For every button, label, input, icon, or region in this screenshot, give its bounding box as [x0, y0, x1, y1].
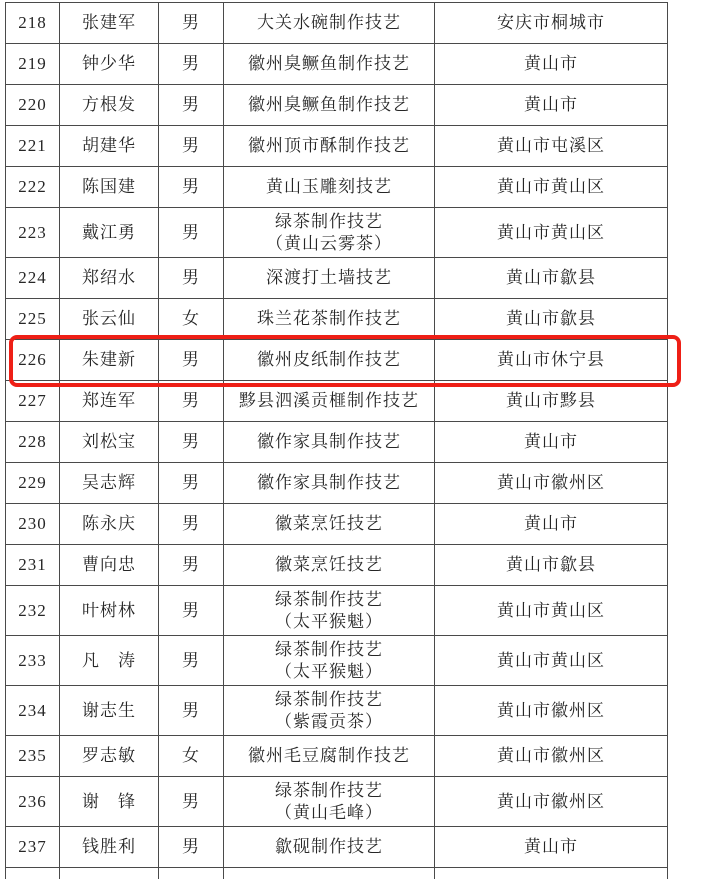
craft-line: 徽州皮纸制作技艺 — [257, 350, 401, 369]
craft-line: 绿茶制作技艺 — [275, 639, 383, 659]
row-number-cell: 220 — [6, 85, 60, 126]
name-cell: 郑绍水 — [60, 258, 159, 299]
region-cell: 黄山市 — [435, 44, 668, 85]
table-row — [6, 44, 668, 85]
table-row — [6, 340, 668, 381]
table-row — [6, 504, 668, 545]
craft-cell — [224, 686, 435, 736]
craft-line: （太平猴魁） — [275, 661, 383, 681]
name-cell: 曹向忠 — [60, 545, 159, 586]
craft-line: 珠兰花茶制作技艺 — [257, 309, 401, 328]
gender-cell: 男 — [159, 44, 224, 85]
region-cell: 安庆市桐城市 — [435, 3, 668, 44]
name-cell: 谢 锋 — [60, 777, 159, 827]
craft-line: （黄山毛峰） — [275, 802, 383, 822]
row-number-cell: 226 — [6, 340, 60, 381]
gender-cell — [159, 868, 224, 879]
craft-line: 徽菜烹饪技艺 — [275, 555, 383, 574]
row-number-cell: 218 — [6, 3, 60, 44]
craft-cell — [224, 504, 435, 545]
gender-cell: 女 — [159, 299, 224, 340]
region-cell: 黄山市 — [435, 85, 668, 126]
row-number-cell: 223 — [6, 208, 60, 258]
row-number-cell: 230 — [6, 504, 60, 545]
gender-cell: 男 — [159, 85, 224, 126]
craft-cell — [224, 868, 435, 879]
table-row — [6, 463, 668, 504]
table-row — [6, 736, 668, 777]
craft-line: 徽作家具制作技艺 — [257, 432, 401, 451]
craft-cell — [224, 636, 435, 686]
partial-row — [6, 868, 668, 879]
craft-line: 深渡打土墙技艺 — [266, 268, 392, 287]
craft-line: （紫霞贡茶） — [275, 711, 383, 731]
region-cell: 黄山市 — [435, 504, 668, 545]
craft-line: 黟县泗溪贡榧制作技艺 — [239, 391, 419, 410]
row-number-cell: 237 — [6, 827, 60, 868]
craft-cell — [224, 340, 435, 381]
craft-cell — [224, 777, 435, 827]
region-cell: 黄山市 — [435, 422, 668, 463]
gender-cell: 男 — [159, 636, 224, 686]
region-cell: 黄山市黟县 — [435, 381, 668, 422]
craft-line: 歙砚制作技艺 — [275, 837, 383, 856]
gender-cell: 男 — [159, 381, 224, 422]
craft-cell — [224, 381, 435, 422]
gender-cell: 男 — [159, 167, 224, 208]
table-row — [6, 208, 668, 258]
name-cell: 张云仙 — [60, 299, 159, 340]
gender-cell: 男 — [159, 126, 224, 167]
craft-line: 徽州毛豆腐制作技艺 — [248, 746, 410, 765]
gender-cell: 男 — [159, 208, 224, 258]
region-cell: 黄山市徽州区 — [435, 686, 668, 736]
craft-line: 绿茶制作技艺 — [275, 689, 383, 709]
name-cell: 罗志敏 — [60, 736, 159, 777]
craft-cell — [224, 208, 435, 258]
table-row — [6, 167, 668, 208]
name-cell: 凡 涛 — [60, 636, 159, 686]
table-row — [6, 586, 668, 636]
region-cell: 黄山市歙县 — [435, 299, 668, 340]
craft-cell — [224, 463, 435, 504]
row-number-cell: 221 — [6, 126, 60, 167]
craft-line: 大关水碗制作技艺 — [257, 13, 401, 32]
table-row — [6, 422, 668, 463]
craft-cell — [224, 85, 435, 126]
row-number-cell: 222 — [6, 167, 60, 208]
craft-line: 绿茶制作技艺 — [275, 211, 383, 231]
region-cell: 黄山市徽州区 — [435, 463, 668, 504]
name-cell: 陈国建 — [60, 167, 159, 208]
craft-line: 徽州臭鳜鱼制作技艺 — [248, 95, 410, 114]
craft-cell — [224, 299, 435, 340]
gender-cell: 男 — [159, 504, 224, 545]
region-cell: 黄山市黄山区 — [435, 167, 668, 208]
craft-cell — [224, 545, 435, 586]
table-row — [6, 126, 668, 167]
craft-line: （太平猴魁） — [275, 611, 383, 631]
craft-line: 徽菜烹饪技艺 — [275, 514, 383, 533]
region-cell: 黄山市黄山区 — [435, 586, 668, 636]
row-number-cell: 224 — [6, 258, 60, 299]
gender-cell: 男 — [159, 422, 224, 463]
name-cell: 胡建华 — [60, 126, 159, 167]
name-cell: 钱胜利 — [60, 827, 159, 868]
gender-cell: 男 — [159, 777, 224, 827]
row-number-cell: 231 — [6, 545, 60, 586]
craft-line: 绿茶制作技艺 — [275, 780, 383, 800]
region-cell: 黄山市歙县 — [435, 545, 668, 586]
craft-line: 绿茶制作技艺 — [275, 589, 383, 609]
table-row — [6, 827, 668, 868]
craft-cell — [224, 44, 435, 85]
craft-cell — [224, 126, 435, 167]
row-number-cell: 229 — [6, 463, 60, 504]
inheritor-table — [5, 2, 668, 879]
region-cell: 黄山市歙县 — [435, 258, 668, 299]
name-cell: 刘松宝 — [60, 422, 159, 463]
row-number-cell: 225 — [6, 299, 60, 340]
name-cell: 吴志辉 — [60, 463, 159, 504]
gender-cell: 男 — [159, 258, 224, 299]
craft-cell — [224, 827, 435, 868]
region-cell: 黄山市黄山区 — [435, 208, 668, 258]
table-row — [6, 3, 668, 44]
craft-cell — [224, 736, 435, 777]
name-cell: 郑连军 — [60, 381, 159, 422]
row-number-cell: 235 — [6, 736, 60, 777]
region-cell: 黄山市 — [435, 827, 668, 868]
name-cell: 陈永庆 — [60, 504, 159, 545]
name-cell: 叶树林 — [60, 586, 159, 636]
name-cell — [60, 868, 159, 879]
craft-cell — [224, 422, 435, 463]
table-row — [6, 381, 668, 422]
row-number-cell — [6, 868, 60, 879]
region-cell — [435, 868, 668, 879]
table-row — [6, 299, 668, 340]
region-cell: 黄山市徽州区 — [435, 736, 668, 777]
table-body — [6, 3, 668, 879]
row-number-cell: 228 — [6, 422, 60, 463]
craft-cell — [224, 167, 435, 208]
region-cell: 黄山市徽州区 — [435, 777, 668, 827]
craft-cell — [224, 586, 435, 636]
name-cell: 张建军 — [60, 3, 159, 44]
table-row — [6, 85, 668, 126]
row-number-cell: 233 — [6, 636, 60, 686]
table-row — [6, 686, 668, 736]
row-number-cell: 234 — [6, 686, 60, 736]
gender-cell: 男 — [159, 686, 224, 736]
table-row — [6, 636, 668, 686]
row-number-cell: 236 — [6, 777, 60, 827]
name-cell: 戴江勇 — [60, 208, 159, 258]
name-cell: 方根发 — [60, 85, 159, 126]
craft-line: （黄山云雾茶） — [266, 233, 392, 253]
region-cell: 黄山市黄山区 — [435, 636, 668, 686]
table-row — [6, 777, 668, 827]
table-row — [6, 258, 668, 299]
row-number-cell: 232 — [6, 586, 60, 636]
gender-cell: 男 — [159, 340, 224, 381]
craft-line: 徽州臭鳜鱼制作技艺 — [248, 54, 410, 73]
craft-line: 黄山玉雕刻技艺 — [266, 177, 392, 196]
gender-cell: 男 — [159, 463, 224, 504]
row-number-cell: 227 — [6, 381, 60, 422]
region-cell: 黄山市屯溪区 — [435, 126, 668, 167]
gender-cell: 女 — [159, 736, 224, 777]
row-number-cell: 219 — [6, 44, 60, 85]
craft-line: 徽州顶市酥制作技艺 — [248, 136, 410, 155]
name-cell: 谢志生 — [60, 686, 159, 736]
region-cell: 黄山市休宁县 — [435, 340, 668, 381]
gender-cell: 男 — [159, 545, 224, 586]
craft-cell — [224, 3, 435, 44]
name-cell: 钟少华 — [60, 44, 159, 85]
gender-cell: 男 — [159, 586, 224, 636]
table-row — [6, 545, 668, 586]
gender-cell: 男 — [159, 3, 224, 44]
gender-cell: 男 — [159, 827, 224, 868]
craft-line: 徽作家具制作技艺 — [257, 473, 401, 492]
craft-cell — [224, 258, 435, 299]
name-cell: 朱建新 — [60, 340, 159, 381]
